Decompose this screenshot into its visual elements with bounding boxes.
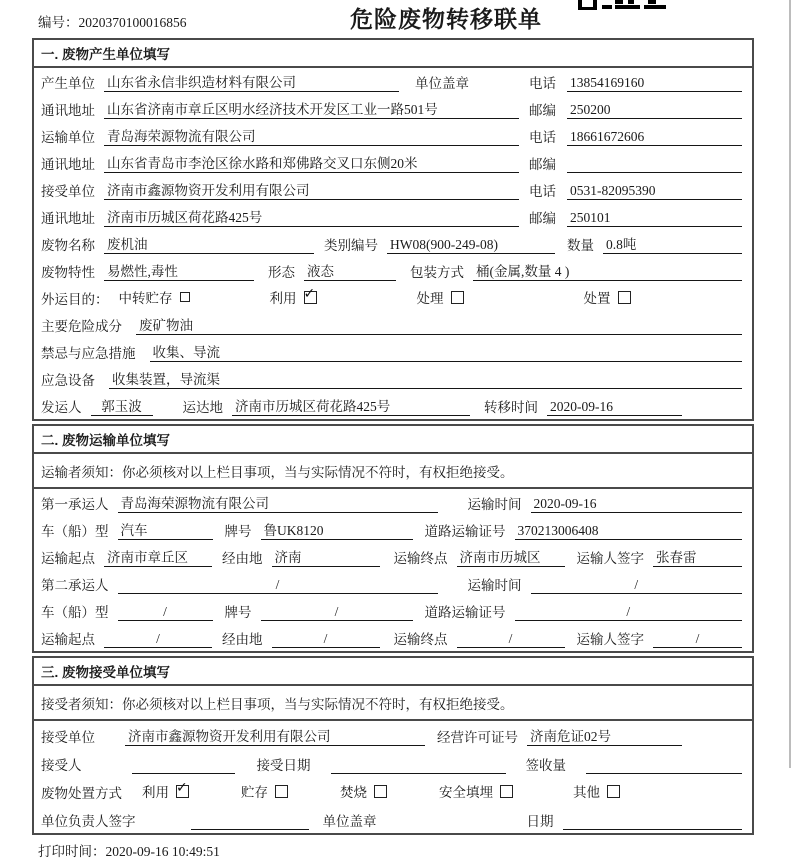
disposal-other-checkbox <box>607 785 620 798</box>
document-number-value: 2020370100016856 <box>78 15 187 30</box>
transporter-address-row <box>34 149 752 176</box>
packing-value: 桶(金属,数量 4 ) <box>473 260 742 281</box>
waste-name-row <box>34 230 752 257</box>
category-label: 类别编号 <box>324 238 378 253</box>
disposal-option-utilize: 利用 ✓ <box>142 781 189 802</box>
carrier2-value: / <box>118 577 438 594</box>
emergency-equipment-row <box>34 365 752 392</box>
zip-label: 邮编 <box>529 157 556 172</box>
disposal-landfill-checkbox <box>500 785 513 798</box>
origin-label: 运输起点 <box>41 551 95 566</box>
origin-label: 运输起点 <box>41 632 95 647</box>
terminus1-value: 济南市历城区 <box>457 546 565 567</box>
producer-label: 产生单位 <box>41 76 95 91</box>
received-amount-label: 签收量 <box>525 758 566 773</box>
producer-phone-value: 13854169160 <box>567 75 742 92</box>
unit-signer-value <box>191 814 309 830</box>
vehicle1-value: 汽车 <box>118 519 213 540</box>
disposal-store-checkbox <box>275 785 288 798</box>
consignor-row <box>34 392 752 419</box>
route2-row <box>34 624 752 651</box>
section-receiver <box>32 656 754 835</box>
producer-address-value: 山东省济南市章丘区明水经济技术开发区工业一路501号 <box>104 98 519 119</box>
disposal-option-incinerate: 焚烧 <box>340 781 387 802</box>
print-time <box>38 840 796 860</box>
route1-row <box>34 543 752 570</box>
emergency-measures-row <box>34 338 752 365</box>
terminus-label: 运输终点 <box>393 632 448 647</box>
transport-time-label: 运输时间 <box>467 578 522 593</box>
origin2-value: / <box>104 631 212 648</box>
terminus-label: 运输终点 <box>393 551 448 566</box>
unit-signature-row <box>34 805 752 833</box>
receiver-value: 济南市鑫源物资开发利用有限公司 <box>104 179 519 200</box>
document-number-label: 编号： <box>38 15 79 30</box>
transporter-value: 青岛海荣源物流有限公司 <box>104 125 519 146</box>
unit-seal-label: 单位盖章 <box>322 814 377 829</box>
unit-seal-label: 单位盖章 <box>415 76 469 91</box>
transporter-row <box>34 122 752 149</box>
plate-label: 牌号 <box>224 524 252 539</box>
waste-name-label: 废物名称 <box>41 238 95 253</box>
page-edge-line <box>789 0 791 768</box>
storage-checkbox <box>180 292 190 302</box>
destination-value: 济南市历城区荷花路425号 <box>232 395 470 416</box>
disposal-option-store: 贮存 <box>241 781 288 802</box>
quantity-value: 0.8吨 <box>603 233 742 254</box>
phone-label: 电话 <box>529 76 556 91</box>
consignor-value: 郭玉波 <box>91 395 153 416</box>
permit-label: 经营许可证号 <box>437 730 518 745</box>
equipment-value: 收集装置，导流渠 <box>109 368 742 389</box>
section-receiver-heading: 三. 废物接受单位填写 <box>34 658 752 686</box>
quantity-label: 数量 <box>567 238 594 253</box>
carrier2-time-value: / <box>531 577 743 594</box>
disposal-method-label: 废物处置方式 <box>41 786 122 801</box>
utilize-checkbox <box>304 291 317 304</box>
consignor-label: 发运人 <box>41 400 82 415</box>
section-transporter-heading: 二. 废物运输单位填写 <box>34 426 752 454</box>
acceptor-value <box>132 758 235 774</box>
via2-value: / <box>272 631 380 648</box>
transporter-address-value: 山东省青岛市李沧区徐水路和郑佛路交叉口东侧20米 <box>104 152 519 173</box>
receiver-notice: 接受者须知：你必须核对以上栏目事项，当与实际情况不符时，有权拒绝接受。 <box>34 686 752 721</box>
transporter-zip-value <box>567 157 742 173</box>
disposal-utilize-checkbox <box>176 785 189 798</box>
carrier1-label: 第一承运人 <box>41 497 109 512</box>
accept-unit-label: 接受单位 <box>41 730 95 745</box>
receiver-address-value: 济南市历城区荷花路425号 <box>104 206 519 227</box>
accept-date-label: 接受日期 <box>256 758 311 773</box>
producer-row <box>34 68 752 95</box>
signature1-value: 张春雷 <box>653 546 742 567</box>
waste-character-row <box>34 257 752 284</box>
waste-character-label: 废物特性 <box>41 265 95 280</box>
phone-label: 电话 <box>529 184 556 199</box>
transporter-notice: 运输者须知：你必须核对以上栏目事项，当与实际情况不符时，有权拒绝接受。 <box>34 454 752 489</box>
disposal-incinerate-checkbox <box>374 785 387 798</box>
acceptor-label: 接受人 <box>41 758 82 773</box>
transporter-label: 运输单位 <box>41 130 95 145</box>
plate1-value: 鲁UK8120 <box>261 519 413 540</box>
page-title: 危险废物转移联单 <box>350 6 542 32</box>
section-transporter <box>32 424 754 653</box>
purpose-option-treat: 处理 <box>417 287 464 308</box>
terminus2-value: / <box>457 631 565 648</box>
via-label: 经由地 <box>222 551 263 566</box>
address-label: 通讯地址 <box>41 103 95 118</box>
carrier-signature-label: 运输人签字 <box>576 632 644 647</box>
waste-character-value: 易燃性,毒性 <box>104 260 254 281</box>
packing-label: 包装方式 <box>410 265 464 280</box>
receiver-address-row <box>34 203 752 230</box>
purpose-option-dispose: 处置 <box>584 287 631 308</box>
qr-code-fragment-icon <box>578 0 668 10</box>
section-producer <box>32 38 754 421</box>
address-label: 通讯地址 <box>41 211 95 226</box>
purpose-option-utilize: 利用 ✓ <box>270 287 317 308</box>
received-amount-value <box>586 758 742 774</box>
license2-value: / <box>515 604 743 621</box>
section-producer-heading: 一. 废物产生单位填写 <box>34 40 752 68</box>
transfer-purpose-row <box>34 284 752 311</box>
purpose-option-storage: 中转贮存 <box>119 287 190 308</box>
carrier1-value: 青岛海荣源物流有限公司 <box>118 492 438 513</box>
vehicle2-value: / <box>118 604 213 621</box>
date-value <box>563 814 743 830</box>
form-value: 液态 <box>304 260 396 281</box>
transporter-phone-value: 18661672606 <box>567 129 742 146</box>
plate2-value: / <box>261 604 413 621</box>
destination-label: 运达地 <box>182 400 223 415</box>
dispose-checkbox <box>618 291 631 304</box>
carrier1-time-value: 2020-09-16 <box>531 496 743 513</box>
waste-name-value: 废机油 <box>104 233 314 254</box>
hazard-label: 主要危险成分 <box>41 319 122 334</box>
print-time-label: 打印时间： <box>38 844 106 859</box>
zip-label: 邮编 <box>529 211 556 226</box>
vehicle-label: 车（船）型 <box>41 605 109 620</box>
form-label: 形态 <box>268 265 295 280</box>
acceptor-row <box>34 749 752 777</box>
receiver-label: 接受单位 <box>41 184 95 199</box>
print-time-value: 2020-09-16 10:49:51 <box>105 844 220 859</box>
treat-checkbox <box>451 291 464 304</box>
producer-value: 山东省永信非织造材料有限公司 <box>104 71 399 92</box>
receiver-row <box>34 176 752 203</box>
disposal-method-row <box>34 777 752 805</box>
transport-time-label: 运输时间 <box>467 497 522 512</box>
origin1-value: 济南市章丘区 <box>104 546 212 567</box>
category-value: HW08(900-249-08) <box>387 237 555 254</box>
license1-value: 370213006408 <box>515 523 743 540</box>
via1-value: 济南 <box>272 546 380 567</box>
hazard-value: 废矿物油 <box>136 314 742 335</box>
disposal-option-landfill: 安全填埋 <box>439 781 513 802</box>
transfer-time-value: 2020-09-16 <box>547 399 682 416</box>
carrier2-label: 第二承运人 <box>41 578 109 593</box>
transfer-time-label: 转移时间 <box>484 400 538 415</box>
accept-unit-value: 济南市鑫源物资开发利用有限公司 <box>125 725 425 746</box>
carrier-signature-label: 运输人签字 <box>576 551 644 566</box>
unit-signer-label: 单位负责人签字 <box>41 814 136 829</box>
equipment-label: 应急设备 <box>41 373 95 388</box>
date-label: 日期 <box>526 814 554 829</box>
purpose-label: 外运目的： <box>41 292 109 307</box>
vehicle2-row <box>34 597 752 624</box>
producer-address-row <box>34 95 752 122</box>
signature2-value: / <box>653 631 742 648</box>
plate-label: 牌号 <box>224 605 252 620</box>
road-license-label: 道路运输证号 <box>424 605 506 620</box>
vehicle-label: 车（船）型 <box>41 524 109 539</box>
carrier1-row <box>34 489 752 516</box>
accept-unit-row <box>34 721 752 749</box>
vehicle1-row <box>34 516 752 543</box>
carrier2-row <box>34 570 752 597</box>
measures-label: 禁忌与应急措施 <box>41 346 136 361</box>
receiver-phone-value: 0531-82095390 <box>567 183 742 200</box>
receiver-zip-value: 250101 <box>567 210 742 227</box>
permit-value: 济南危证02号 <box>527 725 682 746</box>
producer-zip-value: 250200 <box>567 102 742 119</box>
document-header <box>0 0 796 38</box>
phone-label: 电话 <box>529 130 556 145</box>
road-license-label: 道路运输证号 <box>424 524 506 539</box>
disposal-option-other: 其他 <box>573 781 620 802</box>
accept-date-value <box>331 758 506 774</box>
measures-value: 收集、导流 <box>150 341 743 362</box>
via-label: 经由地 <box>222 632 263 647</box>
hazard-components-row <box>34 311 752 338</box>
address-label: 通讯地址 <box>41 157 95 172</box>
zip-label: 邮编 <box>529 103 556 118</box>
